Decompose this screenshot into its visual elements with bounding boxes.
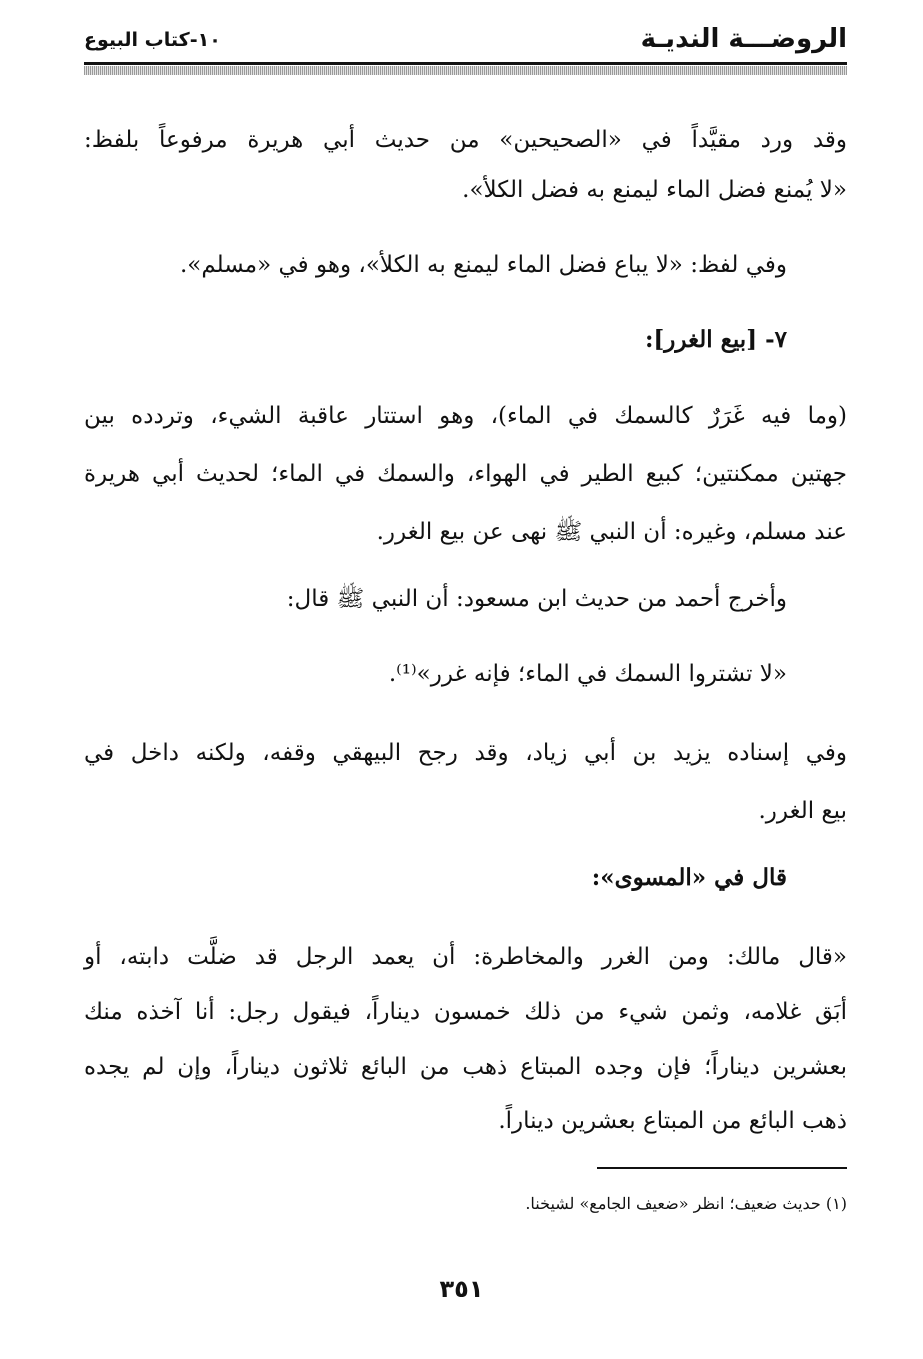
book-title: الروضـــة النديـة — [640, 24, 847, 54]
footnote-rule — [597, 1167, 847, 1169]
footnote: (١) حديث ضعيف؛ انظر «ضعيف الجامع» لشيخنا. — [525, 1194, 847, 1213]
text-line: جهتين ممكنتين؛ كبيع الطير في الهواء، والسمك في الماء؛ لحديث أبي هريرة — [84, 461, 847, 487]
text-line: وقد ورد مقيَّداً في «الصحيحين» من حديث أبي هريرة مرفوعاً بلفظ: — [84, 127, 847, 153]
text-line: قال في «المسوى»: — [591, 864, 787, 891]
text-line: بيع الغرر. — [758, 798, 847, 824]
text-line: وفي لفظ: «لا يباع فضل الماء ليمنع به الكلأ»، وهو في «مسلم». — [179, 252, 787, 278]
text-line: «لا يُمنع فضل الماء ليمنع به فضل الكلأ». — [462, 177, 847, 203]
header-rule — [84, 62, 847, 65]
section-heading: ٧- [بيع الغرر]: — [644, 326, 787, 353]
chapter-title: ١٠-كتاب البيوع — [84, 29, 221, 51]
page-number: ٣٥١ — [439, 1275, 484, 1303]
header-band — [84, 66, 847, 75]
text-line: (وما فيه غَرَرٌ كالسمك في الماء)، وهو استتار عاقبة الشيء، وتردده بين — [84, 403, 847, 429]
text-line: بعشرين ديناراً؛ فإن وجده المبتاع ذهب من البائع ثلاثون ديناراً، وإن لم يجده — [84, 1054, 847, 1080]
running-header — [84, 22, 847, 62]
text-line: وأخرج أحمد من حديث ابن مسعود: أن النبي ﷺ قال: — [286, 586, 787, 612]
text-line: وفي إسناده يزيد بن أبي زياد، وقد رجح البيهقي وقفه، ولكنه داخل في — [84, 740, 847, 766]
text-line: «لا تشتروا السمك في الماء؛ فإنه غرر»⁽¹⁾. — [388, 661, 787, 687]
text-line: عند مسلم، وغيره: أن النبي ﷺ نهى عن بيع الغرر. — [376, 519, 847, 545]
text-line: أبَق غلامه، وثمن شيء من ذلك خمسون ديناراً، فيقول رجل: أنا آخذه منك — [84, 999, 847, 1025]
text-line: ذهب البائع من المبتاع بعشرين ديناراً. — [498, 1108, 847, 1134]
text-line: «قال مالك: ومن الغرر والمخاطرة: أن يعمد الرجل قد ضلَّت دابته، أو — [84, 944, 847, 970]
